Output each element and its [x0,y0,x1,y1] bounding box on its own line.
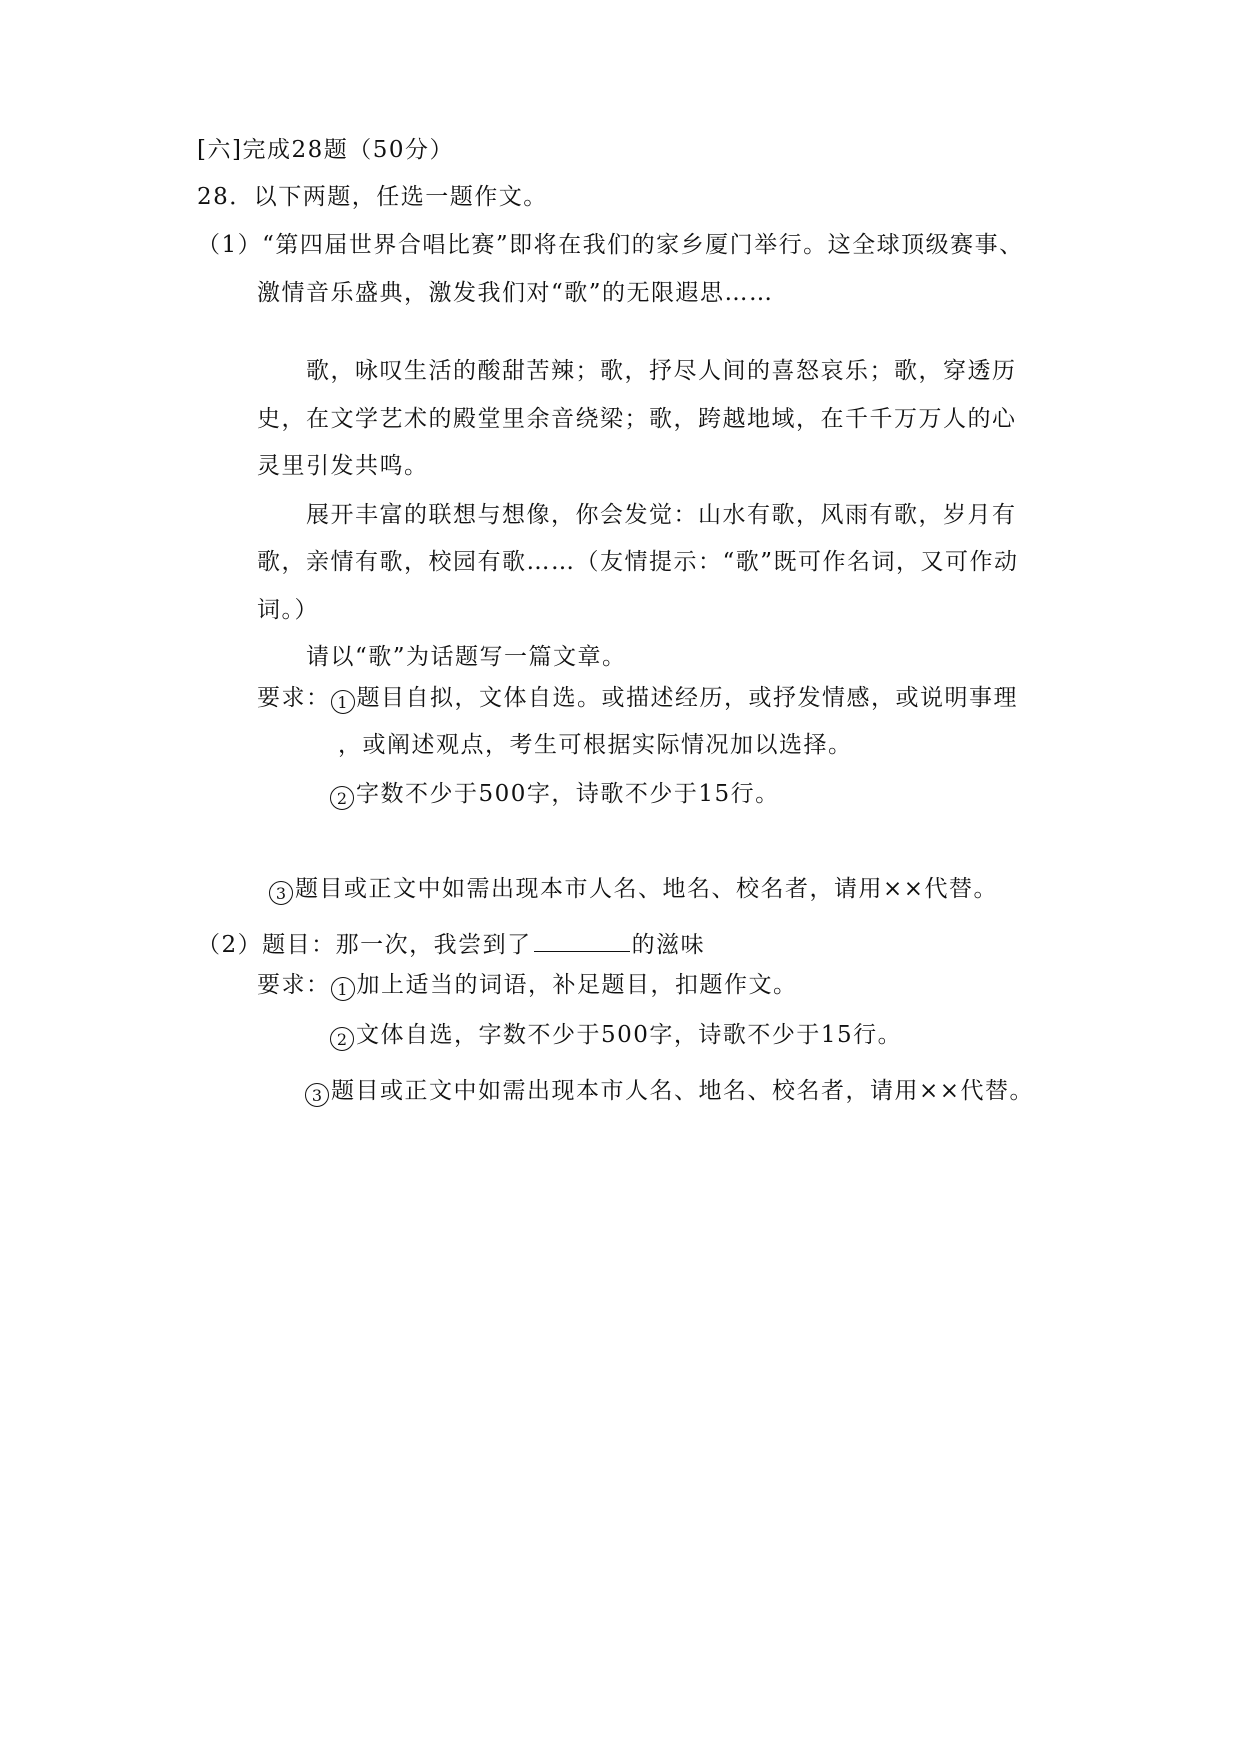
option1-intro-line2: 激情音乐盛典，激发我们对“歌”的无限遐思…… [257,280,774,306]
circled-number-3: 3 [269,881,293,905]
option1-label: （1） [197,232,263,258]
option1-task: 请以“歌”为话题写一篇文章。 [306,644,627,670]
option1-para1-line1: 歌，咏叹生活的酸甜苦辣；歌，抒尽人间的喜怒哀乐；歌，穿透历 [306,358,1017,384]
option1-intro-line1: （1）“第四届世界合唱比赛”即将在我们的家乡厦门举行。这全球顶级赛事、 [197,232,1024,258]
requirements-label: 要求： [257,685,331,711]
option2-req2: 2 文体自选，字数不少于500字，诗歌不少于15行。 [330,1020,902,1051]
option1-req1-line2: ，或阐述观点，考生可根据实际情况加以选择。 [338,732,853,758]
requirements-label: 要求： [257,972,331,998]
option1-para2-line1: 展开丰富的联想与想像，你会发觉：山水有歌，风雨有歌，岁月有 [306,502,1017,528]
option2-label: （2） [197,932,263,958]
option2-title: （2）题目：那一次，我尝到了 的滋味 [197,932,706,958]
section-heading: [六]完成28题（50分） [197,137,454,163]
option1-para2-line3: 词。） [257,597,319,623]
circled-number-1: 1 [331,690,355,714]
option1-req1-line1: 要求： 1 题目自拟，文体自选。或描述经历，或抒发情感，或说明事理 [257,685,1018,712]
question-28 [197,182,548,212]
circled-number-1: 1 [331,977,355,1001]
option1-para1-line2: 史，在文学艺术的殿堂里余音绕梁；歌，跨越地域，在千千万万人的心 [257,406,1017,432]
option1-req2: 2 字数不少于500字，诗歌不少于15行。 [330,779,780,810]
circled-number-3: 3 [305,1083,329,1107]
option1-req3: 3 题目或正文中如需出现本市人名、地名、校名者，请用××代替。 [269,874,998,905]
circled-number-2: 2 [330,1027,354,1051]
circled-number-2: 2 [330,786,354,810]
question-prompt: 以下两题，任选一题作文。 [253,184,548,210]
option2-req3: 3 题目或正文中如需出现本市人名、地名、校名者，请用××代替。 [305,1076,1034,1107]
fill-in-blank [534,931,630,952]
option2-req1: 要求： 1 加上适当的词语，补足题目，扣题作文。 [257,972,798,999]
option1-para1-line3: 灵里引发共鸣。 [257,453,429,479]
option1-para2-line2: 歌，亲情有歌，校园有歌……（友情提示：“歌”既可作名词，又可作动 [257,549,1019,575]
question-number: 28． [197,184,254,210]
